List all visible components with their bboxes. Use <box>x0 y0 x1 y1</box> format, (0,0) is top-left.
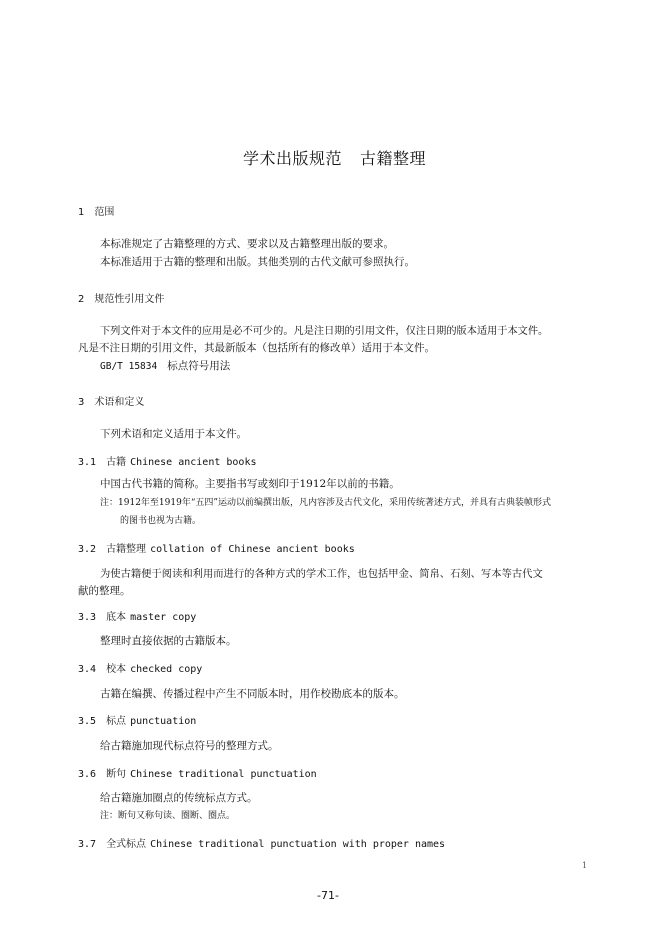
section-heading-1 <box>78 203 114 218</box>
term-english: Chinese ancient books <box>130 457 257 468</box>
term-english: checked copy <box>130 664 203 675</box>
term-english: punctuation <box>130 716 197 727</box>
term-english: master copy <box>130 612 197 623</box>
section-number: 3 <box>78 397 85 408</box>
term-heading <box>78 453 257 468</box>
title-sub: 古籍整理 <box>360 149 427 168</box>
term-chinese: 校本 <box>106 664 127 675</box>
reference-code: GB/T 15834 <box>100 361 158 372</box>
paragraph: 本标准适用于古籍的整理和出版。其他类别的古代文献可参照执行。 <box>100 256 415 268</box>
note-label: 注： <box>100 811 119 821</box>
term-definition: 整理时直接依据的古籍版本。 <box>100 635 237 647</box>
term-heading <box>78 835 445 850</box>
paragraph: 下列术语和定义适用于本文件。 <box>100 428 247 440</box>
document-title <box>243 146 426 169</box>
term-definition: 为使古籍便于阅读和利用而进行的各种方式的学术工作，也包括甲金、简帛、石刻、写本等古代文 <box>100 568 543 580</box>
section-title: 范围 <box>94 207 115 218</box>
section-number: 2 <box>78 294 85 305</box>
term-english: Chinese traditional punctuation <box>130 769 317 780</box>
section-number: 1 <box>78 207 85 218</box>
note-label: 注： <box>100 498 119 508</box>
term-chinese: 断句 <box>106 769 127 780</box>
section-title: 规范性引用文件 <box>94 294 165 305</box>
term-number: 3.4 <box>78 664 97 675</box>
reference-name: 标点符号用法 <box>167 360 231 372</box>
section-heading-3 <box>78 393 144 408</box>
term-definition: 中国古代书籍的简称。主要指书写或刻印于1912年以前的书籍。 <box>100 478 400 490</box>
term-note <box>100 808 235 821</box>
term-chinese: 标点 <box>106 716 127 727</box>
term-definition: 给古籍施加圈点的传统标点方式。 <box>100 792 258 804</box>
term-number: 3.7 <box>78 839 97 850</box>
term-chinese: 古籍 <box>106 457 127 468</box>
term-number: 3.5 <box>78 716 97 727</box>
term-chinese: 底本 <box>106 612 127 623</box>
term-number: 3.6 <box>78 769 97 780</box>
term-heading <box>78 608 196 623</box>
term-number: 3.2 <box>78 544 97 555</box>
term-heading <box>78 712 196 727</box>
title-main: 学术出版规范 <box>243 149 343 168</box>
normative-reference <box>100 358 230 373</box>
term-chinese: 全式标点 <box>106 839 147 850</box>
section-title: 术语和定义 <box>94 397 145 408</box>
paragraph: 下列文件对于本文件的应用是必不可少的。凡是注日期的引用文件，仅注日期的版本适用于本文件。 <box>100 326 549 337</box>
term-number: 3.1 <box>78 457 97 468</box>
section-heading-2 <box>78 290 164 305</box>
term-heading <box>78 765 317 780</box>
term-english: collation of Chinese ancient books <box>150 544 355 555</box>
inner-page-number: 1 <box>582 861 588 870</box>
term-definition: 古籍在编撰、传播过程中产生不同版本时，用作校勘底本的版本。 <box>100 688 405 700</box>
term-note-continued: 的图书也视为古籍。 <box>120 516 202 526</box>
term-definition-continued: 献的整理。 <box>78 585 131 597</box>
term-english: Chinese traditional punctuation with proper names <box>150 839 446 850</box>
paragraph: 本标准规定了古籍整理的方式、要求以及古籍整理出版的要求。 <box>100 238 394 250</box>
term-definition: 给古籍施加现代标点符号的整理方式。 <box>100 740 279 752</box>
term-note <box>100 495 551 508</box>
term-chinese: 古籍整理 <box>106 544 147 555</box>
term-heading <box>78 540 355 555</box>
note-text: 1912年至1919年“五四”运动以前编撰出版，凡内容涉及古代文化，采用传统著述方式，并具有古典装帧形式 <box>118 498 552 508</box>
note-text: 断句又称句读、圈断、圈点。 <box>118 811 236 821</box>
paragraph: 凡是不注日期的引用文件，其最新版本（包括所有的修改单）适用于本文件。 <box>78 342 435 354</box>
page-number: -71- <box>317 889 339 902</box>
term-number: 3.3 <box>78 612 97 623</box>
term-heading <box>78 660 202 675</box>
